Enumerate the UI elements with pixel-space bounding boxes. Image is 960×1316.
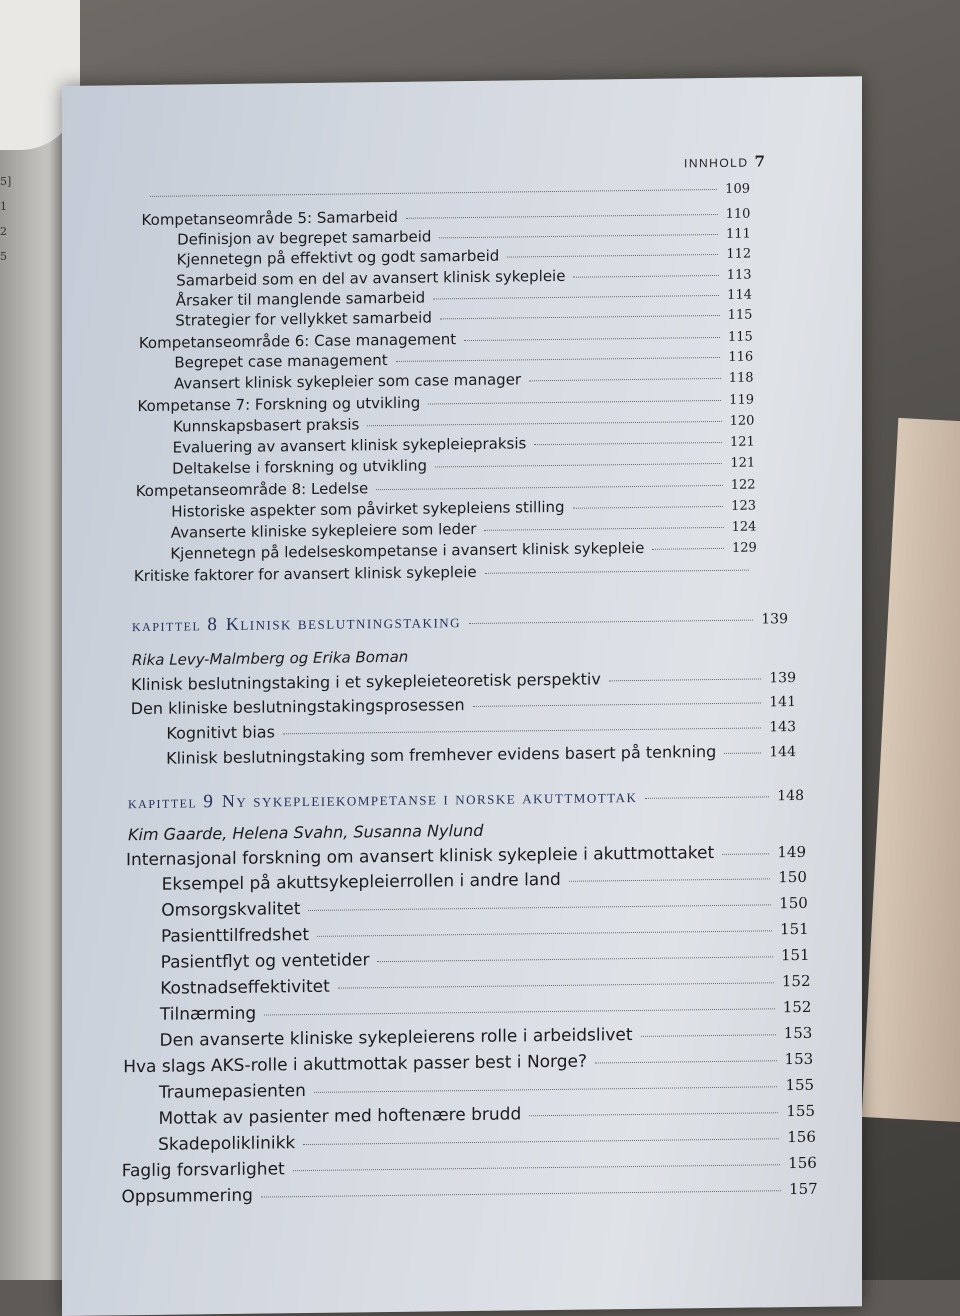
entry-page: 150 [779, 893, 808, 913]
entry-page: 116 [728, 349, 754, 365]
dot-leader [264, 1008, 775, 1015]
dot-leader [641, 1034, 776, 1037]
dot-leader [724, 752, 761, 753]
dot-leader [469, 620, 753, 624]
entry-page: 123 [731, 498, 756, 514]
entry-page: 153 [783, 1023, 813, 1043]
toc-entry [159, 1075, 814, 1103]
chapter-label: kapittel [132, 615, 202, 636]
chapter-page: 148 [777, 787, 804, 805]
dot-leader [439, 234, 718, 238]
entry-title: Kjennetegn på effektivt og godt samarbeid [176, 246, 500, 269]
entry-page: 119 [729, 392, 754, 408]
chapter-title: Klinisk beslutningstaking [225, 611, 462, 634]
entry-title: Årsaker til manglende samarbeid [175, 288, 426, 310]
dot-leader [338, 982, 774, 988]
dot-leader [529, 378, 721, 381]
entry-title: Definisjon av begrepet samarbeid [177, 227, 432, 249]
dot-leader [433, 295, 719, 299]
dot-leader [396, 357, 721, 362]
dot-leader [645, 796, 769, 799]
entry-page: 113 [726, 267, 752, 283]
chapter-heading [132, 607, 788, 637]
entry-page: 124 [731, 519, 757, 535]
toc-entry [158, 1127, 816, 1155]
dot-leader [435, 463, 722, 468]
entry-title: Kritiske faktorer for avansert klinisk sykepleie [133, 562, 477, 586]
edge-mark: 5] [0, 175, 12, 188]
entry-page: 156 [787, 1127, 816, 1147]
entry-title: Skadepoliklinikk [158, 1133, 296, 1155]
entry-title: Begrepet case management [174, 351, 388, 372]
entry-title: Klinisk beslutningstaking i et sykepleieteoretisk perspektiv [131, 669, 601, 695]
entry-page: 121 [730, 455, 756, 471]
entry-page: 143 [769, 719, 796, 736]
dot-leader [722, 853, 769, 855]
chapter-page: 139 [761, 611, 788, 628]
toc-entry [166, 741, 796, 768]
entry-title: Strategier for vellykket samarbeid [175, 308, 432, 330]
entry-page: 151 [780, 945, 810, 965]
toc-entry [131, 667, 796, 694]
entry-page: 111 [725, 226, 751, 242]
entry-page: 153 [784, 1049, 814, 1069]
dot-leader [283, 727, 761, 734]
dot-leader [261, 1190, 781, 1197]
entry-page: 157 [789, 1179, 818, 1199]
dot-leader [609, 678, 761, 681]
entry-page: 118 [728, 370, 754, 386]
dot-leader [573, 275, 718, 278]
entry-title: Hva slags AKS-rolle i akuttmottak passer best i Norge? [123, 1051, 588, 1078]
edge-mark: 1 [0, 200, 7, 213]
dot-leader [428, 400, 721, 405]
entry-page: 121 [729, 434, 755, 450]
toc-entry [160, 1023, 813, 1051]
toc-entry [172, 453, 755, 478]
entry-title: Den kliniske beslutningstakingsprosessen [130, 695, 465, 719]
entry-title: Eksempel på akuttsykepleierrollen i andre land [161, 869, 561, 895]
toc-entry [122, 1153, 817, 1181]
running-head-label: INNHOLD [684, 155, 749, 171]
entry-page: 144 [769, 744, 796, 761]
dot-leader [317, 930, 772, 937]
chapter-authors: Kim Gaarde, Helena Svahn, Susanna Nylund [128, 820, 484, 845]
entry-page: 109 [725, 181, 750, 197]
dot-leader [464, 337, 720, 341]
entry-page: 139 [769, 670, 796, 687]
entry-title: Den avanserte kliniske sykepleierens rolle i arbeidslivet [159, 1025, 633, 1051]
toc-entry [121, 1179, 817, 1208]
entry-page: 129 [731, 540, 757, 556]
entry-title: Faglig forsvarlighet [121, 1159, 285, 1182]
entry-title: Kompetanseområde 8: Ledelse [135, 479, 369, 501]
dot-leader [303, 1138, 779, 1145]
table-of-contents [62, 76, 862, 1286]
entry-title: Historiske aspekter som påvirket sykepleiens stilling [171, 497, 565, 521]
dot-leader [376, 485, 722, 490]
entry-page: 149 [777, 842, 806, 862]
dot-leader [406, 214, 718, 219]
entry-page: 112 [726, 246, 752, 262]
dot-leader [507, 254, 718, 258]
entry-page: 150 [778, 867, 807, 887]
entry-page: 115 [727, 329, 753, 345]
dot-leader [485, 570, 750, 574]
dot-leader [569, 878, 770, 881]
dot-leader [534, 442, 722, 445]
toc-entry [160, 997, 812, 1025]
entry-title: Deltakelse i forskning og utvikling [172, 456, 428, 478]
entry-title: Avanserte kliniske sykepleiere som leder [170, 519, 477, 542]
entry-title: Mottak av pasienter med hoftenære brudd [158, 1104, 522, 1129]
chapter-title: Ny sykepleiekompetanse i norske akuttmottak [221, 785, 638, 812]
entry-title: Traumepasienten [158, 1081, 306, 1103]
entry-title: Evaluering av avansert klinisk sykepleiepraksis [172, 434, 527, 457]
chapter-heading [128, 784, 804, 814]
toc-entry [162, 867, 807, 895]
entry-title: Klinisk beslutningstaking som fremhever evidens basert på tenkning [166, 742, 717, 768]
dot-leader [595, 1060, 777, 1063]
toc-entry [159, 1101, 816, 1129]
entry-page: 141 [769, 694, 796, 711]
entry-title: Kjennetegn på ledelseskompetanse i avansert klinisk sykepleie [170, 538, 645, 563]
chapter-number: 9 [203, 791, 213, 813]
toc-entry [161, 945, 810, 973]
toc-entry [142, 182, 750, 204]
toc-entry [166, 716, 796, 743]
entry-title: Kompetanseområde 5: Samarbeid [141, 207, 398, 230]
toc-entry [160, 971, 810, 999]
entry-page: 120 [729, 413, 755, 429]
entry-title: Avansert klinisk sykepleier som case manager [173, 370, 522, 393]
entry-page: 114 [727, 287, 752, 303]
entry-page: 156 [788, 1153, 817, 1173]
book-page [62, 76, 862, 1316]
toc-entry [123, 1049, 813, 1077]
edge-mark: 5 [0, 250, 7, 263]
dot-leader [573, 506, 724, 509]
entry-title: Kostnadseffektivitet [160, 976, 330, 999]
entry-page: 122 [730, 477, 756, 493]
entry-title: Omsorgskvalitet [161, 899, 301, 921]
dot-leader [652, 548, 724, 550]
chapter-label: kapittel [128, 792, 198, 813]
chapter-authors: Rika Levy-Malmberg og Erika Boman [132, 647, 409, 670]
entry-page: 110 [725, 206, 751, 222]
dot-leader [293, 1164, 780, 1171]
dot-leader [484, 527, 723, 531]
dot-leader [529, 1112, 778, 1116]
toc-entry [174, 368, 754, 393]
toc-entry [170, 538, 756, 563]
dot-leader [150, 189, 717, 197]
entry-title: Internasjonal forskning om avansert klinisk sykepleie i akuttmottaket [126, 843, 715, 871]
entry-page: 155 [785, 1075, 815, 1095]
edge-mark: 2 [0, 225, 7, 238]
entry-title: Pasientflyt og ventetider [160, 950, 370, 973]
page-number: 7 [754, 152, 765, 171]
entry-title: Oppsummering [121, 1185, 253, 1208]
entry-page: 151 [780, 919, 809, 939]
entry-title: Samarbeid som en del av avansert klinisk sykepleie [176, 266, 566, 290]
dot-leader [377, 956, 772, 962]
dot-leader [367, 421, 721, 426]
entry-page: 152 [782, 997, 812, 1017]
entry-title: Pasienttilfredshet [160, 924, 310, 947]
toc-entry [161, 919, 809, 947]
toc-entry [161, 893, 808, 921]
entry-page: 152 [781, 971, 811, 991]
toc-entry [126, 842, 806, 870]
toc-entry [131, 691, 796, 718]
entry-title: Tilnærming [159, 1003, 257, 1025]
dot-leader [440, 315, 720, 319]
chapter-number: 8 [207, 614, 217, 636]
entry-title: Kognitivt bias [166, 722, 275, 743]
entry-page: 155 [786, 1101, 815, 1121]
entry-title: Kompetanse 7: Forskning og utvikling [137, 393, 421, 416]
dot-leader [314, 1086, 778, 1093]
entry-title: Kunnskapsbasert praksis [173, 415, 360, 436]
toc-entry [134, 560, 757, 586]
facing-page-marks [0, 175, 11, 275]
dot-leader [308, 904, 771, 911]
entry-page: 115 [727, 307, 753, 323]
dot-leader [473, 702, 762, 707]
entry-title: Kompetanseområde 6: Case management [138, 330, 457, 353]
